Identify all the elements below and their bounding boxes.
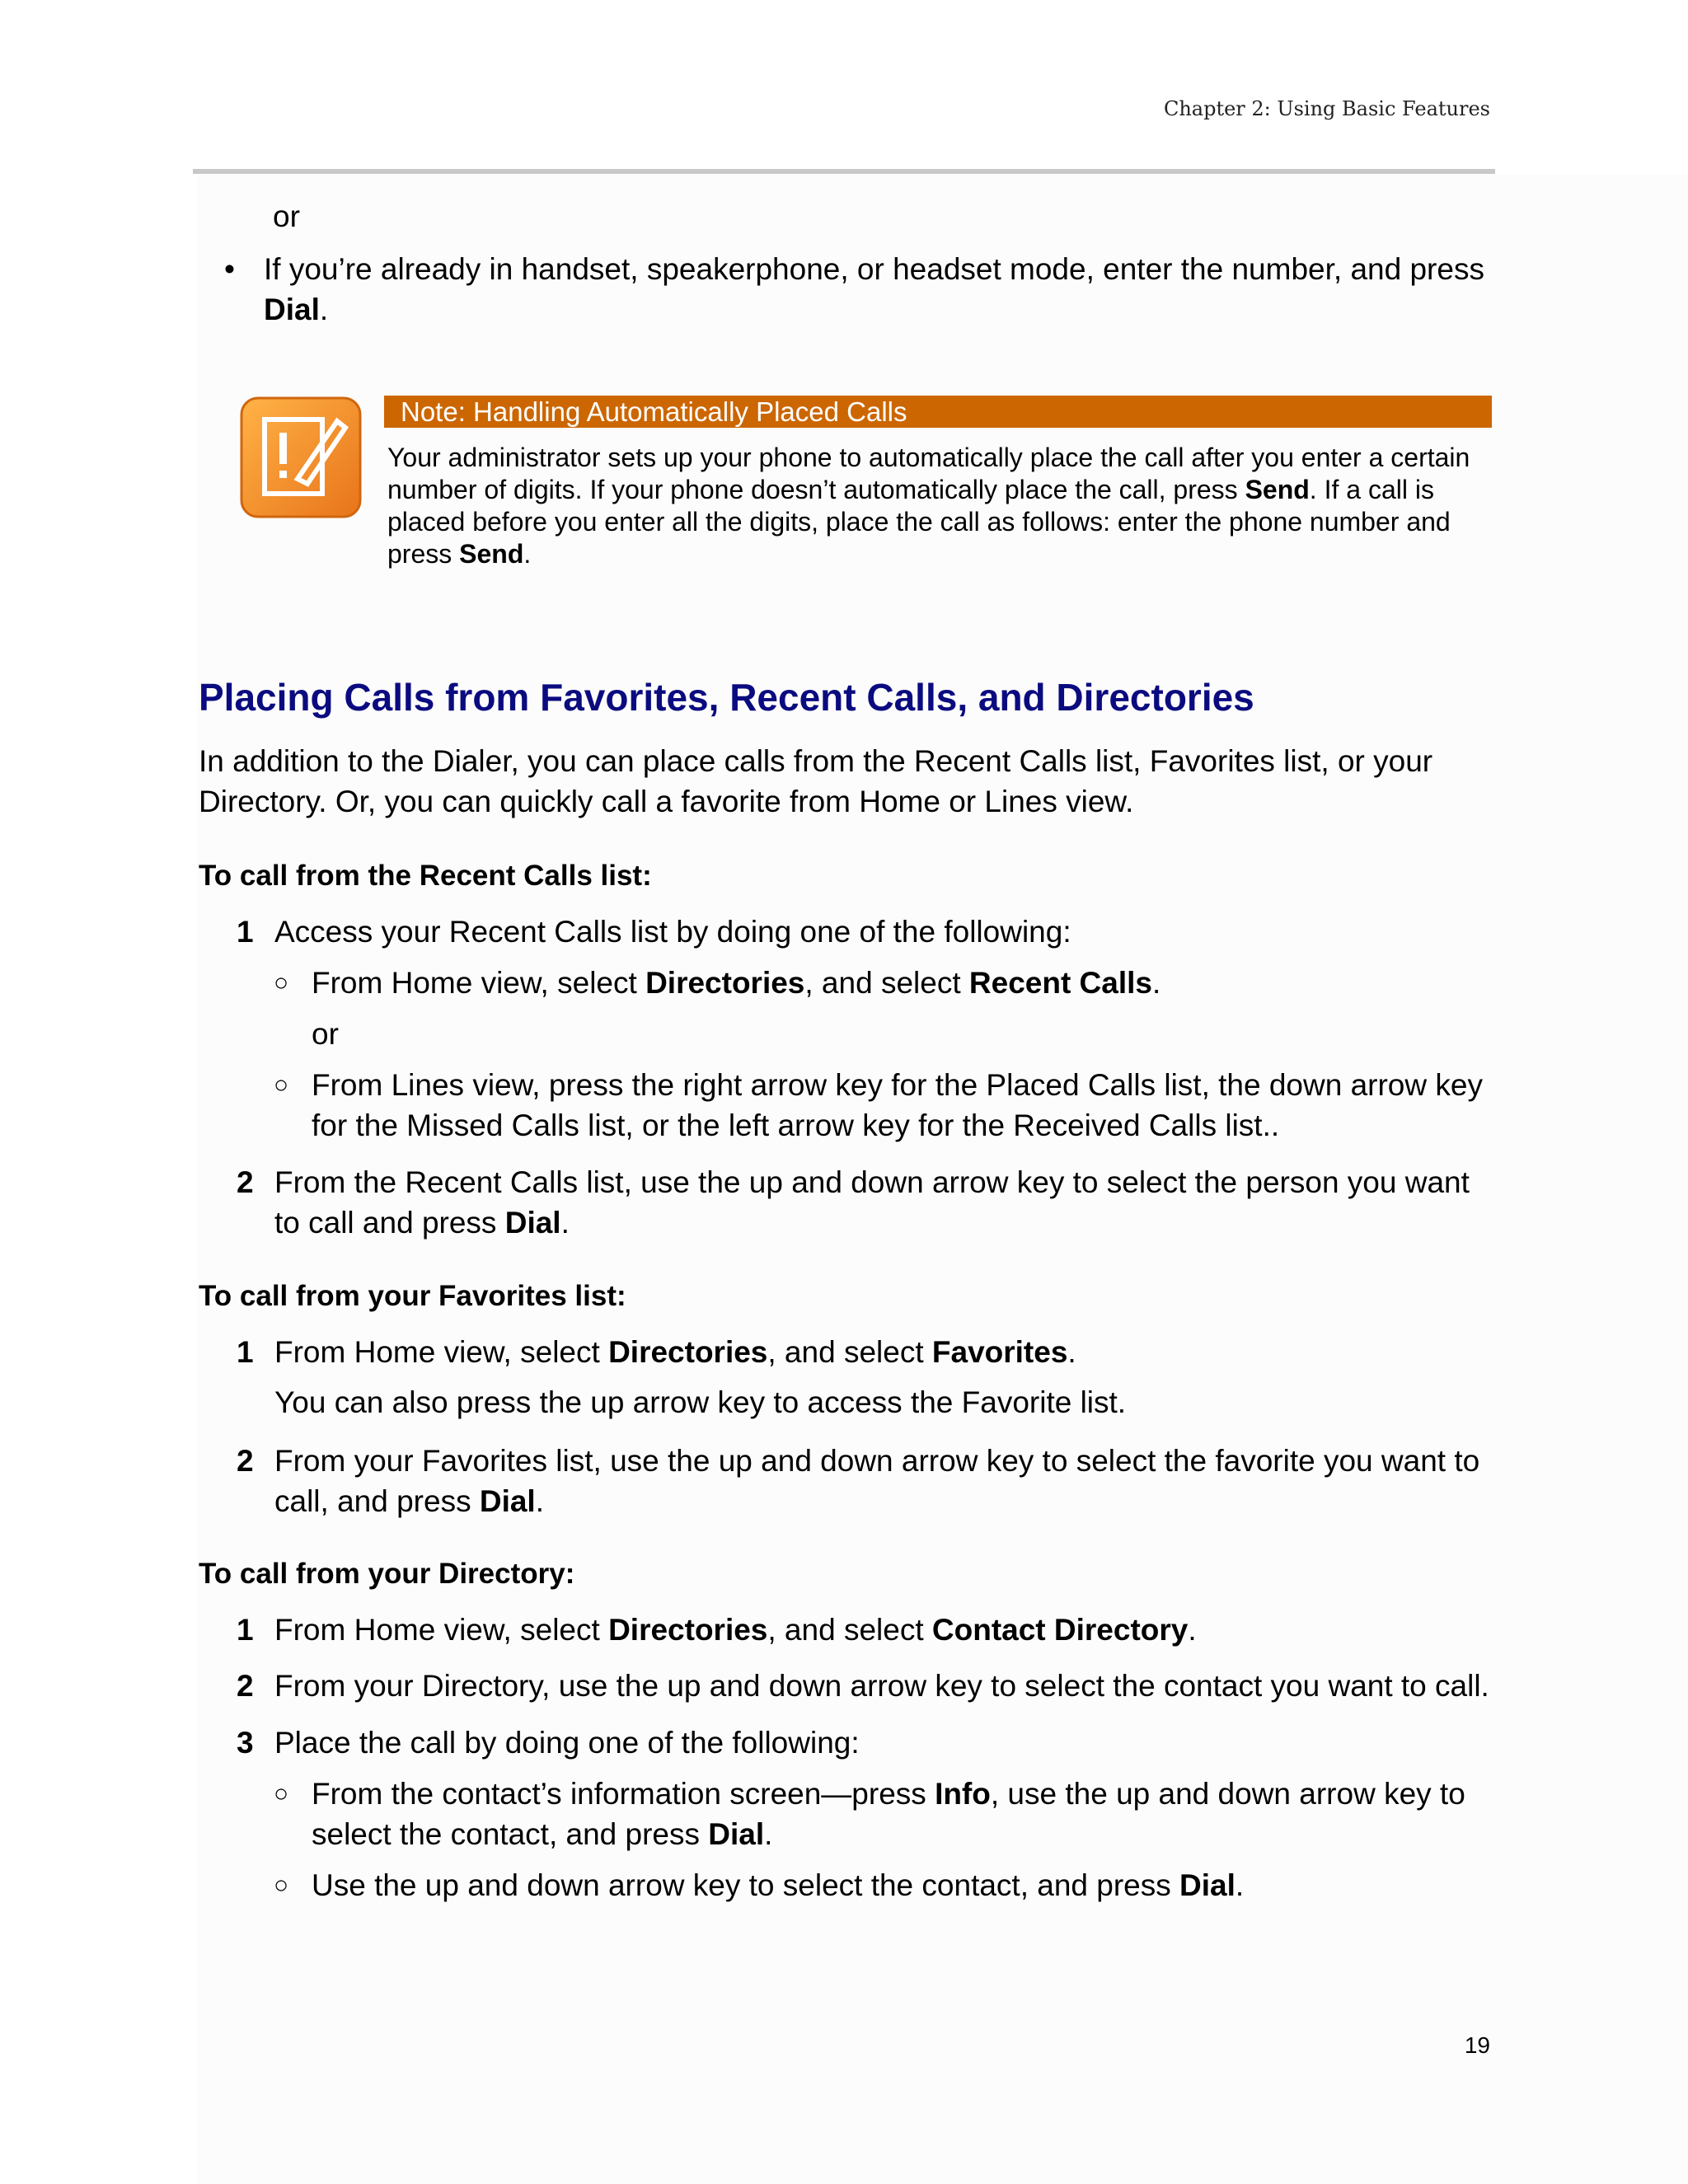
step-number: 1 <box>237 915 254 949</box>
note-title: Note: Handling Automatically Placed Calls <box>384 396 1492 428</box>
step-number: 1 <box>237 1613 254 1647</box>
note-body: Your administrator sets up your phone to automatically place the call after you enter a certain number of digits. If your phone doesn’t automatically place the call, press Send. If a call is placed before you enter all the digits, place the call as follows: enter the phone number and press Send. <box>387 443 1470 569</box>
step-number: 2 <box>237 1165 254 1199</box>
favorites-step-1: From Home view, select Directories, and select Favorites. <box>274 1335 1076 1369</box>
directory-step-2: From your Directory, use the up and down arrow key to select the contact you want to call. <box>274 1669 1489 1703</box>
circle-bullet-icon: ○ <box>274 1872 289 1899</box>
directory-heading: To call from your Directory: <box>199 1558 575 1590</box>
favorites-step-2: From your Favorites list, use the up and down arrow key to select the favorite you want to call, and press Dial. <box>274 1444 1480 1518</box>
recent-step-2: From the Recent Calls list, use the up and down arrow key to select the person you want to call and press Dial. <box>274 1165 1470 1240</box>
step-number: 3 <box>237 1726 254 1760</box>
step-number: 2 <box>237 1444 254 1478</box>
favorites-step-1-note: You can also press the up arrow key to access the Favorite list. <box>274 1385 1127 1419</box>
bullet-item: If you’re already in handset, speakerphone, or headset mode, enter the number, and press Dial. <box>264 252 1484 326</box>
recent-heading: To call from the Recent Calls list: <box>199 860 652 892</box>
directory-step-1: From Home view, select Directories, and select Contact Directory. <box>274 1613 1197 1647</box>
circle-bullet-icon: ○ <box>274 969 289 996</box>
header-rule <box>193 169 1495 174</box>
section-title: Placing Calls from Favorites, Recent Calls, and Directories <box>199 676 1254 719</box>
directory-step-3: Place the call by doing one of the following: <box>274 1726 860 1760</box>
step-number: 1 <box>237 1335 254 1369</box>
circle-bullet-icon: ○ <box>274 1780 289 1807</box>
recent-sub-2: From Lines view, press the right arrow key for the Placed Calls list, the down arrow key for the Missed Calls list, or the left arrow key for the Received Calls list.. <box>312 1068 1483 1142</box>
favorites-heading: To call from your Favorites list: <box>199 1280 626 1312</box>
recent-sub-1: From Home view, select Directories, and select Recent Calls. <box>312 966 1161 1000</box>
or-text: or <box>312 1017 339 1051</box>
step-number: 2 <box>237 1669 254 1703</box>
directory-sub-2: Use the up and down arrow key to select the contact, and press Dial. <box>312 1868 1245 1902</box>
page-number: 19 <box>1464 2032 1490 2058</box>
or-text: or <box>273 199 300 233</box>
section-intro: In addition to the Dialer, you can place calls from the Recent Calls list, Favorites list, or your Directory. Or, you can quickly call a favorite from Home or Lines view. <box>199 744 1433 818</box>
directory-sub-1: From the contact’s information screen—press Info, use the up and down arrow key to select the contact, and press Dial. <box>312 1777 1465 1851</box>
bullet-icon: • <box>224 252 235 286</box>
recent-step-1: Access your Recent Calls list by doing one of the following: <box>274 915 1071 949</box>
circle-bullet-icon: ○ <box>274 1071 289 1099</box>
running-header: Chapter 2: Using Basic Features <box>1163 97 1490 120</box>
note-pencil-icon <box>240 396 362 518</box>
